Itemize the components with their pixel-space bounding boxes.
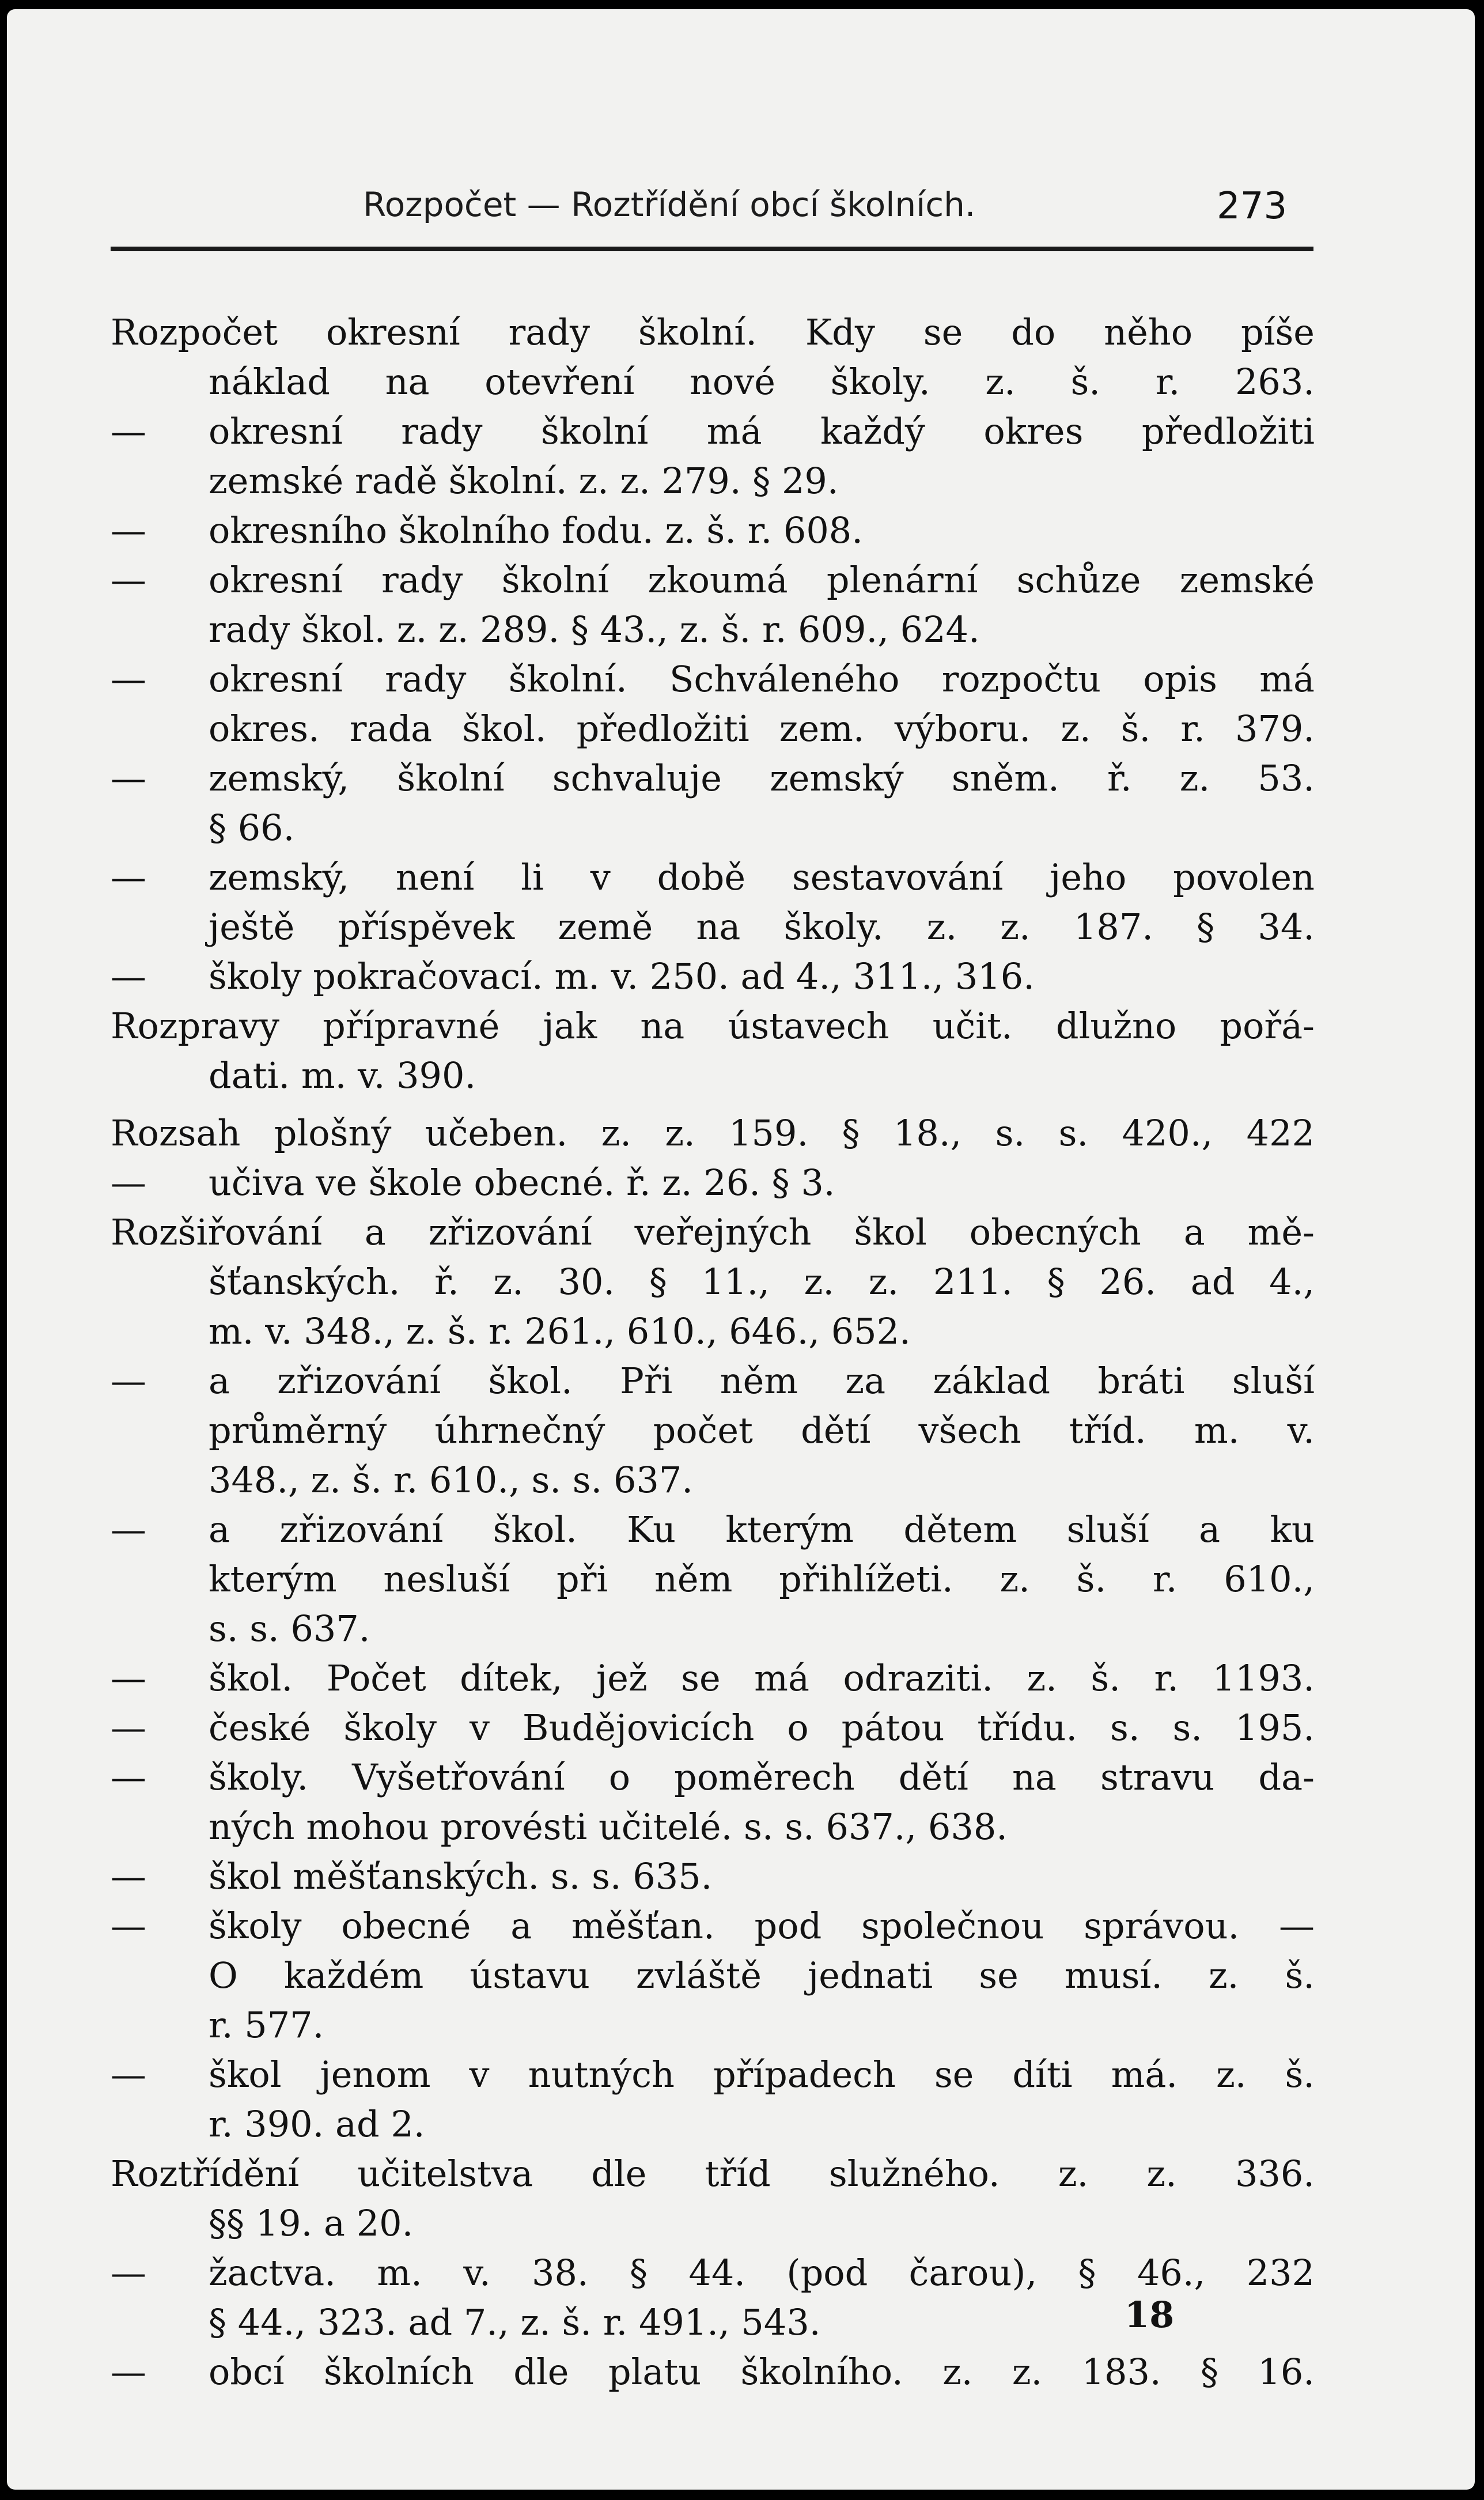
index-line: — škol. Počet dítek, jež se má odraziti. z. š. r. 1193. xyxy=(111,1654,1315,1703)
running-header: Rozpočet — Roztřídění obcí školních. xyxy=(363,185,976,224)
dash-mark: — xyxy=(111,509,146,551)
signature-mark: 18 xyxy=(1125,2294,1175,2336)
index-line: Roztřídění učitelstva dle tříd služného. z. z. 336. xyxy=(111,2153,1315,2195)
dash-mark: — xyxy=(111,856,146,898)
header-rule xyxy=(111,247,1313,251)
index-line: kterým nesluší při něm přihlížeti. z. š. r. 610., xyxy=(209,1558,1315,1600)
dash-mark: — xyxy=(111,2053,146,2096)
index-body xyxy=(111,308,1315,2397)
dash-mark: — xyxy=(111,410,146,452)
index-line: šťanských. ř. z. 30. § 11., z. z. 211. § 26. ad 4., xyxy=(209,1261,1315,1303)
index-line: Rozpočet okresní rady školní. Kdy se do něho píše xyxy=(111,311,1315,353)
index-line: 348., z. š. r. 610., s. s. 637. xyxy=(209,1459,693,1501)
index-line: — škol jenom v nutných případech se díti má. z. š. xyxy=(111,2050,1315,2100)
index-line: náklad na otevření nové školy. z. š. r. 263. xyxy=(209,361,1315,403)
index-line: — české školy v Budějovicích o pátou třídu. s. s. 195. xyxy=(111,1703,1315,1753)
index-line: — žactva. m. v. 38. § 44. (pod čarou), § 46., 232 xyxy=(111,2248,1315,2298)
page-number: 273 xyxy=(1217,185,1288,228)
index-line: r. 390. ad 2. xyxy=(209,2103,425,2145)
dash-mark: — xyxy=(111,1905,146,1947)
dash-mark: — xyxy=(111,559,146,601)
index-line: ještě příspěvek země na školy. z. z. 187. § 34. xyxy=(209,906,1315,948)
index-line: — školy. Vyšetřování o poměrech dětí na stravu da- xyxy=(111,1753,1315,1802)
index-line: Rozšiřování a zřizování veřejných škol obecných a mě- xyxy=(111,1211,1315,1253)
index-line: — a zřizování škol. Při něm za základ bráti sluší xyxy=(111,1356,1315,1406)
index-line: — okresní rady školní má každý okres předložiti xyxy=(111,407,1315,456)
page xyxy=(7,9,1475,2490)
index-line: okres. rada škol. předložiti zem. výboru. z. š. r. 379. xyxy=(209,708,1315,750)
dash-mark: — xyxy=(111,2351,146,2393)
index-line: — okresní rady školní zkoumá plenární schůze zemské xyxy=(111,555,1315,605)
index-line: § 66. xyxy=(209,807,295,849)
index-line: průměrný úhrnečný počet dětí všech tříd. m. v. xyxy=(209,1409,1315,1451)
dash-mark: — xyxy=(111,1162,146,1204)
dash-mark: — xyxy=(111,1855,146,1897)
index-line: — školy pokračovací. m. v. 250. ad 4., 311., 316. xyxy=(111,952,1315,1001)
index-line: §§ 19. a 20. xyxy=(209,2202,414,2244)
dash-mark: — xyxy=(111,1707,146,1749)
index-line: — zemský, není li v době sestavování jeho povolen xyxy=(111,853,1315,902)
index-line: — školy obecné a měšťan. pod společnou správou. — xyxy=(111,1901,1315,1951)
dash-mark: — xyxy=(111,955,146,997)
index-line: m. v. 348., z. š. r. 261., 610., 646., 652. xyxy=(209,1310,911,1352)
index-line: rady škol. z. z. 289. § 43., z. š. r. 609., 624. xyxy=(209,608,980,650)
index-line: s. s. 637. xyxy=(209,1608,370,1650)
dash-mark: — xyxy=(111,2252,146,2294)
index-line: Rozsah plošný učeben. z. z. 159. § 18., s. s. 420., 422 xyxy=(111,1112,1315,1154)
index-line: r. 577. xyxy=(209,2004,324,2046)
dash-mark: — xyxy=(111,1508,146,1550)
index-line: ných mohou provésti učitelé. s. s. 637., 638. xyxy=(209,1806,1008,1848)
dash-mark: — xyxy=(111,1360,146,1402)
index-line: zemské radě školní. z. z. 279. § 29. xyxy=(209,460,839,502)
index-line: — učiva ve škole obecné. ř. z. 26. § 3. xyxy=(111,1158,1315,1208)
index-line: Rozpravy přípravné jak na ústavech učit. dlužno pořá- xyxy=(111,1005,1315,1047)
dash-mark: — xyxy=(111,1657,146,1699)
index-line: — okresní rady školní. Schváleného rozpočtu opis má xyxy=(111,655,1315,704)
index-line: — škol měšťanských. s. s. 635. xyxy=(111,1852,1315,1901)
index-line: — a zřizování škol. Ku kterým dětem sluší a ku xyxy=(111,1505,1315,1555)
dash-mark: — xyxy=(111,757,146,799)
index-line: O každém ústavu zvláště jednati se musí. z. š. xyxy=(209,1954,1315,1996)
index-line: dati. m. v. 390. xyxy=(209,1054,476,1096)
index-line: — okresního školního fodu. z. š. r. 608. xyxy=(111,506,1315,555)
index-line: — obcí školních dle platu školního. z. z. 183. § 16. xyxy=(111,2347,1315,2397)
index-line: — zemský, školní schvaluje zemský sněm. ř. z. 53. xyxy=(111,754,1315,803)
dash-mark: — xyxy=(111,1756,146,1798)
dash-mark: — xyxy=(111,658,146,700)
index-line: § 44., 323. ad 7., z. š. r. 491., 543. xyxy=(209,2301,821,2343)
